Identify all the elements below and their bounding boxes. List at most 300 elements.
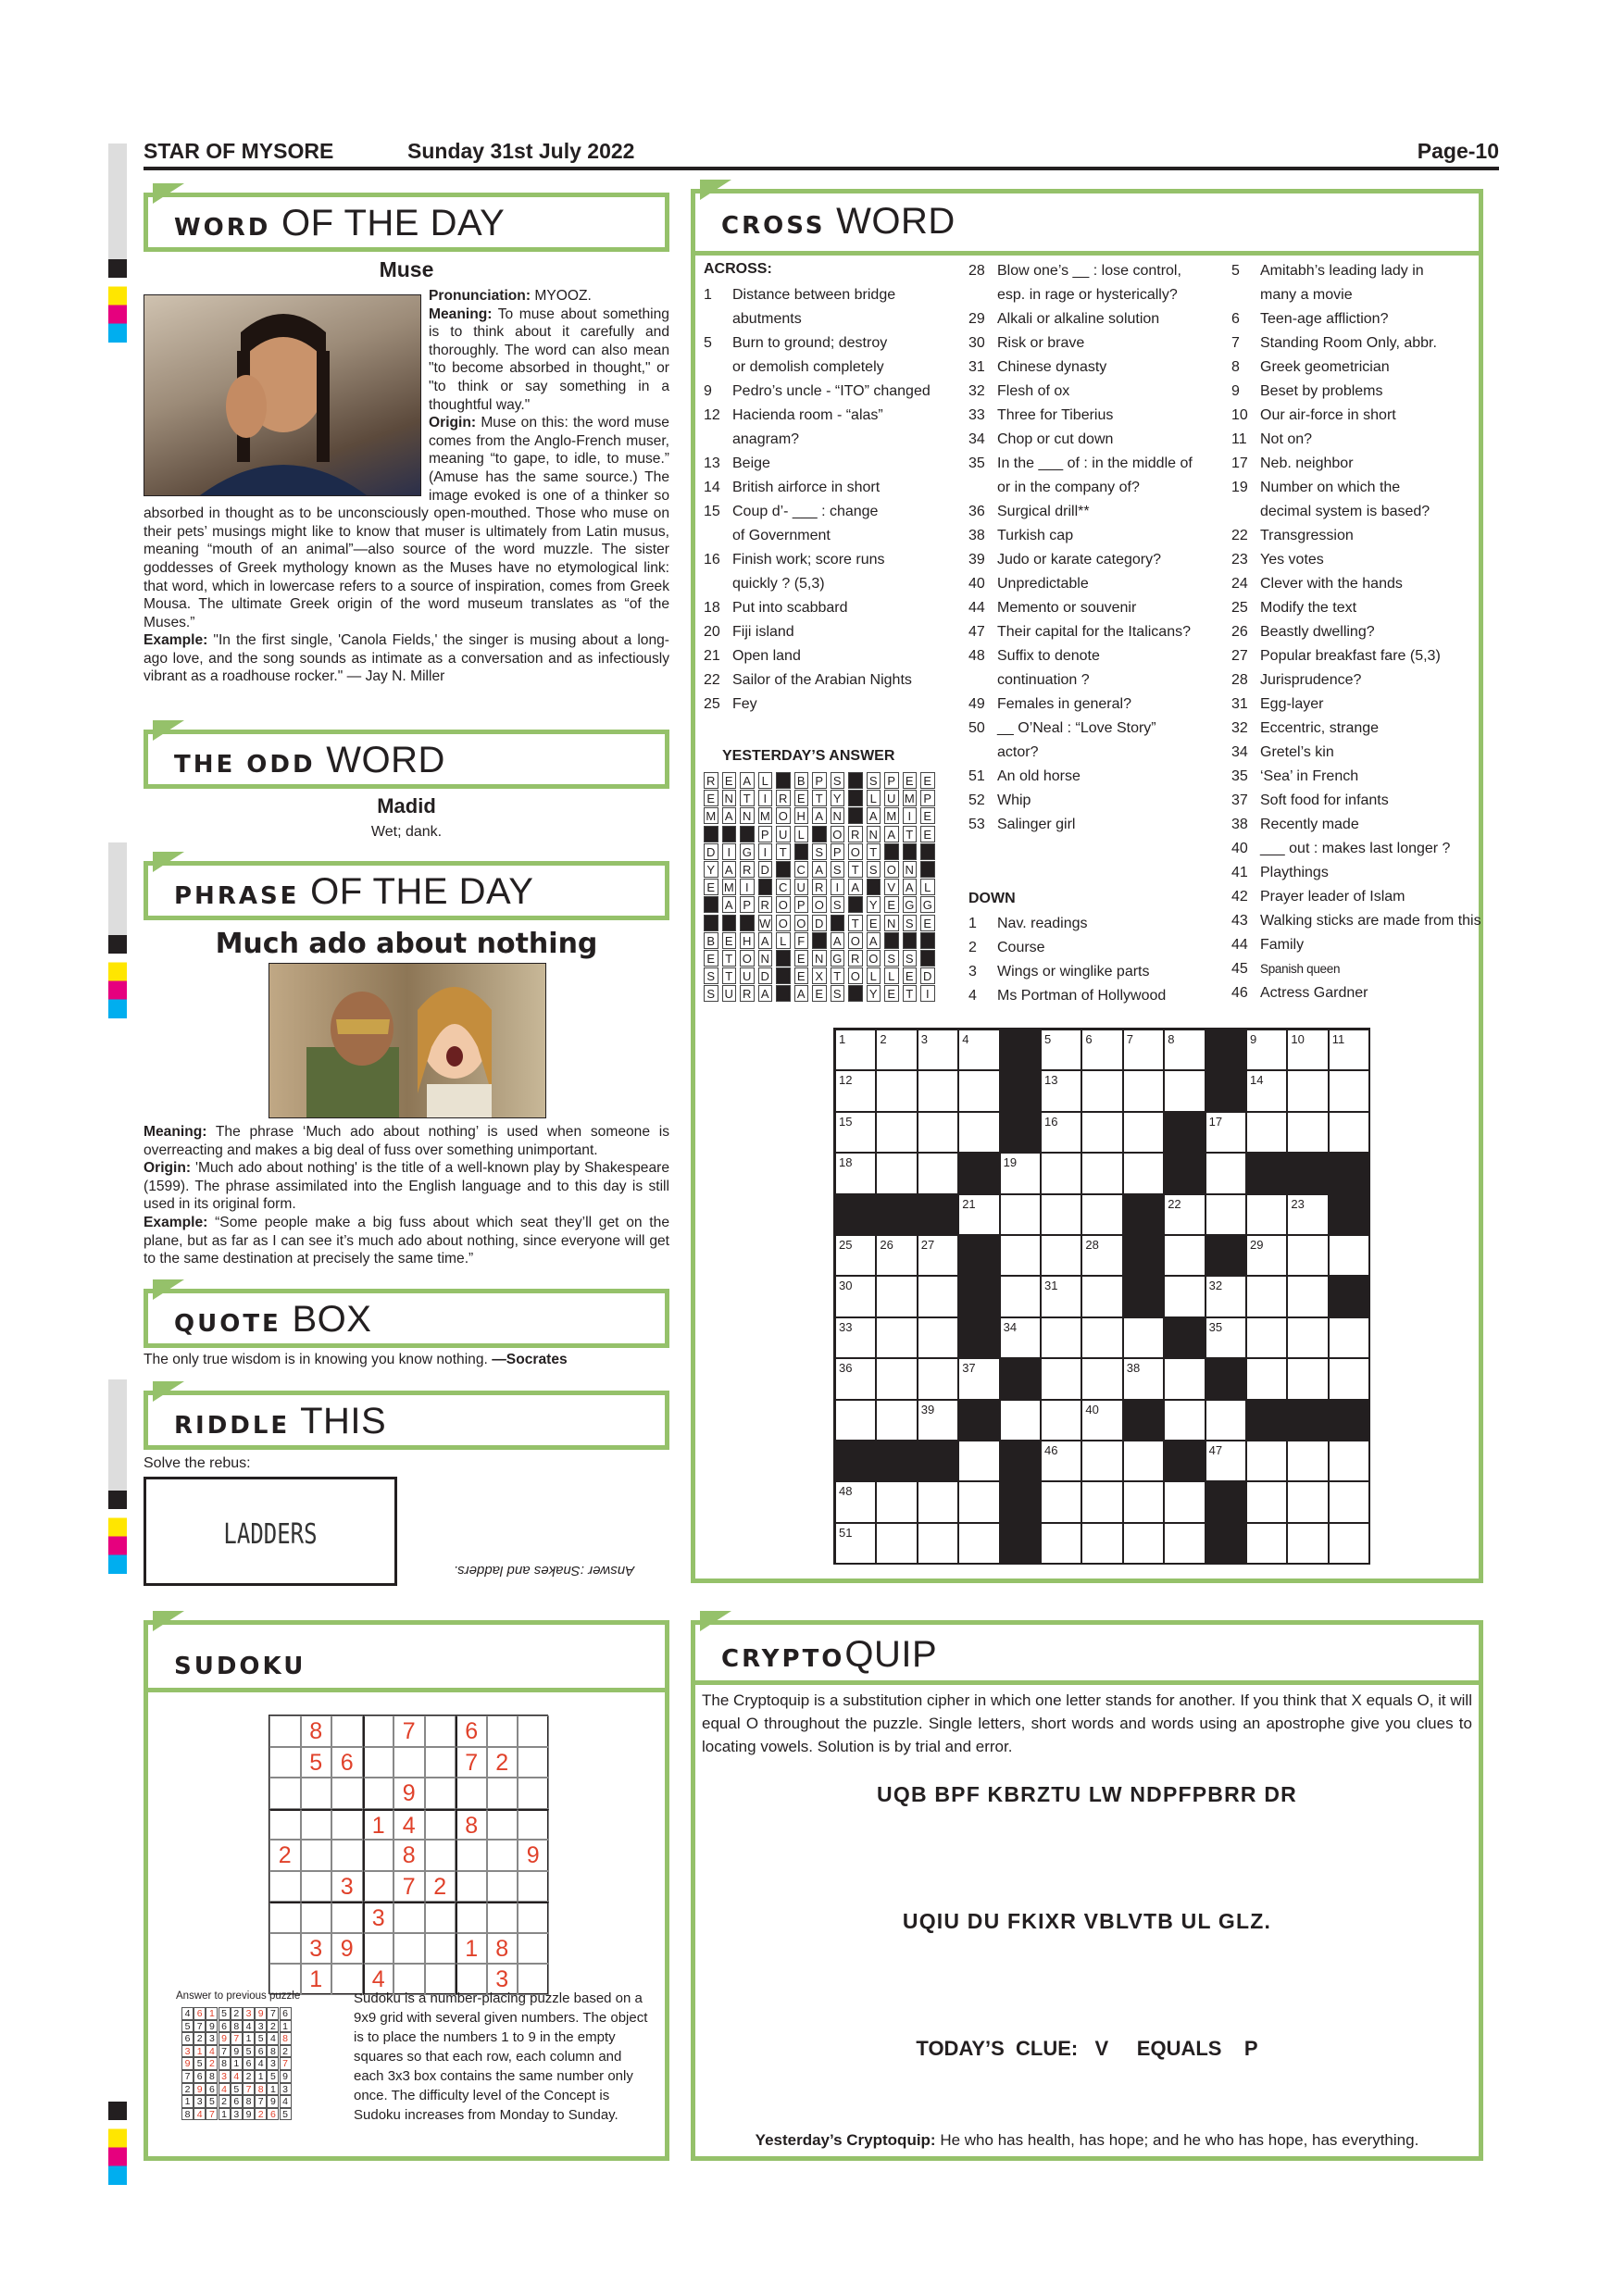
across-label: ACROSS: bbox=[704, 261, 772, 277]
clue-number: 12 bbox=[704, 407, 720, 423]
sudoku-cell[interactable] bbox=[518, 1933, 549, 1965]
crossword-cell[interactable] bbox=[1329, 1441, 1369, 1481]
crossword-cell[interactable]: 28 bbox=[1081, 1235, 1122, 1276]
corner-flag bbox=[153, 1381, 184, 1402]
clue-text: abutments bbox=[732, 311, 802, 327]
phrase-definition: Meaning: The phrase ‘Much ado about nothing’ is used when someone is overreacting and makes a big deal of fuss over something unimportant. Origin: 'Much ado about nothing' is the title of a well-known play by Shakespeare (1599). The phrase assimilated into the English language and to this day is still used in its original form. Example: “Some people make a big fuss about which seat they’ll get on the plane, but as far as I can see it’s much ado about nothing, since everyone will get to the same destination at precisely the same time.” bbox=[144, 1124, 669, 1267]
crossword-cell[interactable]: 34 bbox=[1000, 1317, 1041, 1358]
clue-text: many a movie bbox=[1260, 287, 1353, 303]
sudoku-cell[interactable] bbox=[394, 1933, 425, 1965]
crossword-cell[interactable]: 46 bbox=[1041, 1441, 1081, 1481]
crossword-cell[interactable]: 29 bbox=[1246, 1235, 1287, 1276]
sudoku-cell[interactable] bbox=[269, 1778, 301, 1809]
crossword-cell[interactable]: 37 bbox=[958, 1358, 999, 1399]
crossword-cell[interactable]: 22 bbox=[1164, 1194, 1205, 1235]
answer-cell: N bbox=[740, 807, 755, 824]
sudoku-cell[interactable] bbox=[394, 1747, 425, 1778]
sudoku-cell[interactable] bbox=[363, 1747, 394, 1778]
answer-cell: A bbox=[794, 985, 809, 1002]
crossword-cell[interactable]: 26 bbox=[876, 1235, 917, 1276]
crossword-cell[interactable] bbox=[876, 1523, 917, 1564]
clue-text: Transgression bbox=[1260, 528, 1354, 543]
crossword-cell[interactable]: 38 bbox=[1123, 1358, 1164, 1399]
crossword-cell[interactable] bbox=[1041, 1358, 1081, 1399]
clue-line bbox=[968, 912, 1218, 936]
crossword-cell[interactable]: 16 bbox=[1041, 1112, 1081, 1153]
sudoku-cell[interactable] bbox=[269, 1871, 301, 1903]
clue-line bbox=[1231, 476, 1491, 500]
answer-cell bbox=[920, 843, 935, 860]
sudoku-cell[interactable] bbox=[363, 1871, 394, 1903]
crossword-cell[interactable]: 10 bbox=[1287, 1029, 1328, 1070]
clue-line bbox=[1231, 813, 1491, 837]
sudoku-cell[interactable] bbox=[518, 1716, 549, 1747]
crossword-cell[interactable] bbox=[1287, 1112, 1328, 1153]
crossword-cell[interactable] bbox=[1246, 1276, 1287, 1316]
clue-text: Ms Portman of Hollywood bbox=[997, 988, 1167, 1004]
answer-cell bbox=[740, 826, 755, 842]
corner-flag bbox=[153, 1611, 184, 1631]
clue-line bbox=[968, 936, 1218, 960]
crossword-cell[interactable] bbox=[1206, 1153, 1246, 1193]
clue-text: Females in general? bbox=[997, 696, 1131, 712]
sudoku-cell[interactable] bbox=[331, 1809, 363, 1841]
sudoku-cell[interactable] bbox=[487, 1778, 518, 1809]
clue-line bbox=[704, 283, 944, 307]
clue-number: 40 bbox=[968, 576, 985, 592]
prev-answer-cell: 9 bbox=[255, 2007, 267, 2020]
sudoku-cell[interactable] bbox=[487, 1840, 518, 1871]
crossword-cell[interactable] bbox=[1329, 1112, 1369, 1153]
clue-text: Unpredictable bbox=[997, 576, 1089, 592]
crossword-cell[interactable]: 18 bbox=[835, 1153, 876, 1193]
sudoku-cell[interactable] bbox=[301, 1902, 332, 1933]
crossword-cell[interactable] bbox=[1164, 1235, 1205, 1276]
answer-cell: P bbox=[831, 843, 845, 860]
prev-answer-cell: 6 bbox=[219, 2020, 231, 2033]
sudoku-cell[interactable] bbox=[456, 1840, 487, 1871]
clue-text: Modify the text bbox=[1260, 600, 1357, 616]
crossword-cell[interactable] bbox=[876, 1400, 917, 1441]
clue-line bbox=[1231, 452, 1491, 476]
answer-cell: E bbox=[704, 950, 718, 967]
sudoku-cell[interactable] bbox=[363, 1933, 394, 1965]
answer-cell bbox=[722, 915, 737, 931]
answer-cell bbox=[848, 790, 863, 806]
crossword-cell bbox=[1123, 1400, 1164, 1441]
crossword-cell[interactable] bbox=[918, 1070, 958, 1111]
crossword-cell[interactable] bbox=[1246, 1481, 1287, 1522]
crossword-cell[interactable] bbox=[876, 1358, 917, 1399]
sudoku-cell[interactable] bbox=[363, 1778, 394, 1809]
answer-cell bbox=[884, 932, 899, 949]
crossword-cell[interactable]: 9 bbox=[1246, 1029, 1287, 1070]
quote-box bbox=[144, 1289, 669, 1348]
crossword-cell[interactable] bbox=[1000, 1235, 1041, 1276]
crossword-cell bbox=[1329, 1153, 1369, 1193]
answer-cell: S bbox=[884, 950, 899, 967]
sudoku-cell[interactable] bbox=[518, 1778, 549, 1809]
clue-line bbox=[1231, 693, 1491, 717]
answer-cell: C bbox=[794, 861, 809, 878]
sudoku-cell[interactable] bbox=[425, 1840, 456, 1871]
crossword-cell[interactable] bbox=[1164, 1358, 1205, 1399]
crossword-cell bbox=[1206, 1523, 1246, 1564]
sudoku-cell[interactable] bbox=[487, 1809, 518, 1841]
answer-cell: E bbox=[794, 950, 809, 967]
crossword-cell[interactable]: 23 bbox=[1287, 1194, 1328, 1235]
clue-text: Fiji island bbox=[732, 624, 794, 640]
crossword-cell[interactable] bbox=[1164, 1523, 1205, 1564]
sudoku-cell[interactable] bbox=[269, 1933, 301, 1965]
crossword-cell[interactable] bbox=[1041, 1153, 1081, 1193]
prev-answer-cell: 5 bbox=[181, 2020, 194, 2033]
rebus-word: LADDERS bbox=[223, 1518, 318, 1551]
crossword-cell[interactable] bbox=[1081, 1481, 1122, 1522]
crossword-cell[interactable] bbox=[1246, 1358, 1287, 1399]
prev-answer-cell: 7 bbox=[194, 2020, 206, 2033]
crossword-cell[interactable] bbox=[1287, 1235, 1328, 1276]
clue-text: British airforce in short bbox=[732, 480, 881, 495]
crossword-cell[interactable] bbox=[876, 1112, 917, 1153]
crossword-cell[interactable] bbox=[1287, 1317, 1328, 1358]
crossword-cell[interactable]: 35 bbox=[1206, 1317, 1246, 1358]
crossword-cell[interactable] bbox=[1246, 1194, 1287, 1235]
crossword-cell[interactable] bbox=[1081, 1153, 1122, 1193]
clue-text: Chinese dynasty bbox=[997, 359, 1107, 375]
sudoku-cell: 6 bbox=[331, 1747, 363, 1778]
sudoku-cell[interactable] bbox=[331, 1716, 363, 1747]
cryptoquip-line-1: UQB BPF KBRZTU LW NDPFPBRR DR bbox=[877, 1782, 1297, 1806]
prev-answer-cell: 2 bbox=[219, 2095, 231, 2108]
crossword-cell[interactable] bbox=[1287, 1441, 1328, 1481]
crossword-cell[interactable] bbox=[1081, 1358, 1122, 1399]
sudoku-cell[interactable] bbox=[363, 1716, 394, 1747]
page-header bbox=[144, 137, 1499, 170]
crossword-cell[interactable] bbox=[1041, 1235, 1081, 1276]
sudoku-cell[interactable] bbox=[269, 1809, 301, 1841]
answer-cell bbox=[848, 772, 863, 789]
yesterday-answer-label: YESTERDAY’S ANSWER bbox=[722, 748, 895, 764]
prev-answer-cell: 6 bbox=[280, 2007, 292, 2020]
clue-line bbox=[1231, 861, 1491, 885]
crossword-cell[interactable] bbox=[1123, 1153, 1164, 1193]
clue-line bbox=[1231, 259, 1491, 283]
crossword-cell[interactable]: 15 bbox=[835, 1112, 876, 1153]
crossword-cell[interactable]: 11 bbox=[1329, 1029, 1369, 1070]
clue-line bbox=[968, 572, 1218, 596]
crossword-cell[interactable] bbox=[1329, 1481, 1369, 1522]
crossword-cell[interactable] bbox=[1123, 1441, 1164, 1481]
crossword-cell[interactable] bbox=[918, 1523, 958, 1564]
crossword-cell[interactable] bbox=[958, 1070, 999, 1111]
sudoku-cell[interactable] bbox=[425, 1902, 456, 1933]
crossword-cell[interactable] bbox=[1206, 1194, 1246, 1235]
clue-number bbox=[968, 283, 997, 307]
crossword-cell[interactable] bbox=[876, 1070, 917, 1111]
clue-number: 14 bbox=[704, 480, 720, 495]
crossword-cell[interactable]: 51 bbox=[835, 1523, 876, 1564]
clue-number: 9 bbox=[1231, 383, 1240, 399]
crossword-cell bbox=[1206, 1070, 1246, 1111]
registration-marks bbox=[108, 1491, 127, 1574]
answer-cell: A bbox=[758, 985, 773, 1002]
crossword-cell[interactable] bbox=[1164, 1400, 1205, 1441]
sudoku-cell[interactable] bbox=[269, 1716, 301, 1747]
crossword-cell[interactable] bbox=[1287, 1523, 1328, 1564]
crossword-cell[interactable]: 6 bbox=[1081, 1029, 1122, 1070]
crossword-cell[interactable]: 19 bbox=[1000, 1153, 1041, 1193]
crossword-cell[interactable] bbox=[835, 1400, 876, 1441]
prev-answer-cell: 6 bbox=[194, 2007, 206, 2020]
sudoku-cell[interactable] bbox=[301, 1871, 332, 1903]
crossword-cell[interactable] bbox=[1081, 1523, 1122, 1564]
crossword-cell[interactable] bbox=[918, 1481, 958, 1522]
sudoku-cell[interactable] bbox=[425, 1809, 456, 1841]
crossword-cell[interactable]: 14 bbox=[1246, 1070, 1287, 1111]
sudoku-cell[interactable] bbox=[456, 1871, 487, 1903]
crossword-cell[interactable] bbox=[1041, 1317, 1081, 1358]
sudoku-cell[interactable] bbox=[487, 1902, 518, 1933]
crossword-cell[interactable] bbox=[1246, 1441, 1287, 1481]
prev-answer-cell: 2 bbox=[206, 2057, 218, 2070]
crossword-cell[interactable]: 25 bbox=[835, 1235, 876, 1276]
crossword-cell[interactable] bbox=[1206, 1400, 1246, 1441]
clue-text: Chop or cut down bbox=[997, 431, 1114, 447]
crossword-cell[interactable] bbox=[1246, 1112, 1287, 1153]
clue-line bbox=[968, 356, 1218, 380]
crossword-cell[interactable] bbox=[1329, 1523, 1369, 1564]
crossword-cell[interactable] bbox=[876, 1317, 917, 1358]
sudoku-cell[interactable] bbox=[331, 1840, 363, 1871]
clue-number bbox=[704, 307, 732, 331]
clue-line bbox=[704, 620, 944, 644]
answer-cell bbox=[704, 896, 718, 913]
clue-line bbox=[968, 813, 1218, 837]
crossword-cell[interactable]: 12 bbox=[835, 1070, 876, 1111]
crossword-cell[interactable] bbox=[1081, 1276, 1122, 1316]
crossword-cell[interactable] bbox=[1041, 1194, 1081, 1235]
crossword-cell[interactable] bbox=[1123, 1112, 1164, 1153]
clue-number: 46 bbox=[1231, 985, 1248, 1001]
crossword-cell[interactable] bbox=[1164, 1070, 1205, 1111]
crossword-cell[interactable] bbox=[1081, 1194, 1122, 1235]
crossword-cell[interactable] bbox=[918, 1112, 958, 1153]
sudoku-grid[interactable] bbox=[269, 1715, 548, 1994]
crossword-cell[interactable] bbox=[1123, 1481, 1164, 1522]
answer-cell: T bbox=[831, 967, 845, 984]
crossword-cell[interactable] bbox=[1246, 1317, 1287, 1358]
clue-number: 42 bbox=[1231, 889, 1248, 905]
crossword-cell[interactable]: 39 bbox=[918, 1400, 958, 1441]
clue-text: decimal system is based? bbox=[1260, 504, 1430, 519]
sudoku-cell[interactable] bbox=[269, 1747, 301, 1778]
crossword-cell[interactable]: 31 bbox=[1041, 1276, 1081, 1316]
crossword-cell[interactable] bbox=[1123, 1317, 1164, 1358]
crossword-cell[interactable] bbox=[1081, 1112, 1122, 1153]
sudoku-cell[interactable] bbox=[487, 1716, 518, 1747]
clue-number: 35 bbox=[968, 455, 985, 471]
down-clues-col1 bbox=[968, 912, 1218, 1008]
clue-text: Finish work; score runs bbox=[732, 552, 885, 568]
crossword-cell[interactable] bbox=[1081, 1070, 1122, 1111]
crossword-cell[interactable] bbox=[1123, 1523, 1164, 1564]
clue-line bbox=[1231, 596, 1491, 620]
answer-cell: S bbox=[867, 861, 881, 878]
crossword-cell[interactable]: 3 bbox=[918, 1029, 958, 1070]
crossword-cell[interactable] bbox=[1246, 1523, 1287, 1564]
answer-cell: S bbox=[867, 772, 881, 789]
sudoku-cell[interactable] bbox=[425, 1933, 456, 1965]
sudoku-cell[interactable] bbox=[363, 1840, 394, 1871]
crossword-cell[interactable]: 2 bbox=[876, 1029, 917, 1070]
answer-cell: E bbox=[920, 772, 935, 789]
corner-flag bbox=[700, 180, 731, 200]
sudoku-cell[interactable] bbox=[518, 1747, 549, 1778]
sudoku-cell[interactable] bbox=[518, 1902, 549, 1933]
crossword-cell[interactable] bbox=[958, 1481, 999, 1522]
prev-answer-cell: 8 bbox=[231, 2020, 243, 2033]
clue-text: Alkali or alkaline solution bbox=[997, 311, 1160, 327]
crossword-cell[interactable] bbox=[1287, 1276, 1328, 1316]
prev-answer-cell: 5 bbox=[255, 2032, 267, 2045]
answer-cell: E bbox=[884, 896, 899, 913]
sudoku-cell[interactable] bbox=[425, 1747, 456, 1778]
sudoku-cell[interactable] bbox=[425, 1778, 456, 1809]
crossword-cell[interactable] bbox=[958, 1523, 999, 1564]
prev-answer-cell: 9 bbox=[243, 2108, 255, 2121]
sudoku-cell[interactable] bbox=[394, 1902, 425, 1933]
clue-text: Risk or brave bbox=[997, 335, 1085, 351]
crossword-cell[interactable]: 33 bbox=[835, 1317, 876, 1358]
crossword-cell[interactable]: 5 bbox=[1041, 1029, 1081, 1070]
clue-text: Soft food for infants bbox=[1260, 792, 1389, 808]
crossword-cell[interactable] bbox=[1329, 1235, 1369, 1276]
crossword-cell[interactable]: 27 bbox=[918, 1235, 958, 1276]
crossword-cell[interactable]: 36 bbox=[835, 1358, 876, 1399]
clue-number: 36 bbox=[968, 504, 985, 519]
sudoku-cell[interactable] bbox=[331, 1778, 363, 1809]
crossword-cell[interactable] bbox=[1041, 1523, 1081, 1564]
crossword-cell[interactable]: 32 bbox=[1206, 1276, 1246, 1316]
crossword-cell bbox=[1000, 1441, 1041, 1481]
crossword-cell[interactable] bbox=[1329, 1070, 1369, 1111]
crossword-cell[interactable] bbox=[1287, 1358, 1328, 1399]
crossword-cell[interactable] bbox=[1081, 1441, 1122, 1481]
crossword-cell[interactable] bbox=[1000, 1276, 1041, 1316]
crossword-cell[interactable] bbox=[1164, 1481, 1205, 1522]
sudoku-cell[interactable] bbox=[269, 1902, 301, 1933]
clue-text: Gretel’s kin bbox=[1260, 744, 1334, 760]
answer-cell: N bbox=[831, 807, 845, 824]
clue-number: 7 bbox=[1231, 335, 1240, 351]
crossword-cell[interactable] bbox=[1000, 1194, 1041, 1235]
crossword-cell[interactable] bbox=[1000, 1400, 1041, 1441]
answer-cell: A bbox=[884, 826, 899, 842]
crossword-cell[interactable] bbox=[876, 1276, 917, 1316]
clue-line bbox=[1231, 668, 1491, 693]
crossword-cell[interactable] bbox=[876, 1153, 917, 1193]
clue-line bbox=[704, 596, 944, 620]
crossword-cell[interactable]: 17 bbox=[1206, 1112, 1246, 1153]
crossword-cell[interactable]: 48 bbox=[835, 1481, 876, 1522]
crossword-cell[interactable] bbox=[1041, 1400, 1081, 1441]
crossword-cell[interactable]: 8 bbox=[1164, 1029, 1205, 1070]
crossword-grid[interactable] bbox=[833, 1028, 1370, 1565]
sudoku-cell[interactable] bbox=[518, 1809, 549, 1841]
crossword-cell[interactable]: 13 bbox=[1041, 1070, 1081, 1111]
crossword-cell[interactable] bbox=[1081, 1317, 1122, 1358]
crossword-cell[interactable] bbox=[1164, 1276, 1205, 1316]
crossword-cell[interactable] bbox=[958, 1441, 999, 1481]
clue-text: Recently made bbox=[1260, 817, 1359, 832]
answer-cell: R bbox=[704, 772, 718, 789]
answer-cell: U bbox=[740, 967, 755, 984]
prev-answer-cell: 6 bbox=[231, 2095, 243, 2108]
crossword-cell[interactable] bbox=[1287, 1481, 1328, 1522]
prev-answer-cell: 5 bbox=[280, 2108, 292, 2121]
answer-cell: N bbox=[812, 950, 827, 967]
answer-cell bbox=[704, 915, 718, 931]
crossword-cell[interactable]: 21 bbox=[958, 1194, 999, 1235]
crossword-cell[interactable] bbox=[918, 1153, 958, 1193]
sudoku-cell[interactable] bbox=[301, 1809, 332, 1841]
crossword-cell[interactable] bbox=[918, 1358, 958, 1399]
crossword-cell[interactable]: 7 bbox=[1123, 1029, 1164, 1070]
crossword-cell[interactable]: 30 bbox=[835, 1276, 876, 1316]
clue-line bbox=[968, 404, 1218, 428]
crossword-cell[interactable] bbox=[918, 1276, 958, 1316]
crossword-cell[interactable] bbox=[1041, 1481, 1081, 1522]
crossword-cell[interactable] bbox=[1329, 1317, 1369, 1358]
crossword-cell bbox=[958, 1400, 999, 1441]
crossword-cell[interactable] bbox=[958, 1112, 999, 1153]
clue-text: Neb. neighbor bbox=[1260, 455, 1354, 471]
sudoku-cell[interactable] bbox=[425, 1716, 456, 1747]
crossword-cell[interactable]: 1 bbox=[835, 1029, 876, 1070]
crossword-cell[interactable]: 40 bbox=[1081, 1400, 1122, 1441]
answer-cell: S bbox=[831, 772, 845, 789]
sudoku-cell[interactable] bbox=[301, 1840, 332, 1871]
clue-number: 23 bbox=[1231, 552, 1248, 568]
sudoku-cell[interactable] bbox=[487, 1871, 518, 1903]
crossword-cell[interactable] bbox=[876, 1481, 917, 1522]
clue-text: Amitabh’s leading lady in bbox=[1260, 263, 1424, 279]
crossword-cell[interactable]: 4 bbox=[958, 1029, 999, 1070]
crossword-cell[interactable] bbox=[1287, 1070, 1328, 1111]
clue-text: Flesh of ox bbox=[997, 383, 1070, 399]
prev-answer-cell: 9 bbox=[267, 2095, 279, 2108]
answer-cell: H bbox=[740, 932, 755, 949]
crossword-cell[interactable] bbox=[918, 1317, 958, 1358]
clue-text: Course bbox=[997, 940, 1045, 955]
prev-answer-cell: 2 bbox=[181, 2083, 194, 2096]
sudoku-cell: 2 bbox=[425, 1871, 456, 1903]
crossword-cell[interactable]: 47 bbox=[1206, 1441, 1246, 1481]
sudoku-cell[interactable] bbox=[456, 1778, 487, 1809]
crossword-cell bbox=[1206, 1358, 1246, 1399]
sudoku-cell[interactable] bbox=[301, 1778, 332, 1809]
prev-answer-cell: 1 bbox=[255, 2070, 267, 2083]
sudoku-cell[interactable] bbox=[518, 1871, 549, 1903]
answer-cell bbox=[794, 843, 809, 860]
prev-answer-cell: 3 bbox=[280, 2083, 292, 2096]
crossword-cell[interactable] bbox=[1329, 1358, 1369, 1399]
sudoku-cell[interactable] bbox=[331, 1902, 363, 1933]
crossword-cell[interactable] bbox=[1123, 1070, 1164, 1111]
sudoku-cell[interactable] bbox=[456, 1902, 487, 1933]
prev-answer-cell: 3 bbox=[219, 2070, 231, 2083]
